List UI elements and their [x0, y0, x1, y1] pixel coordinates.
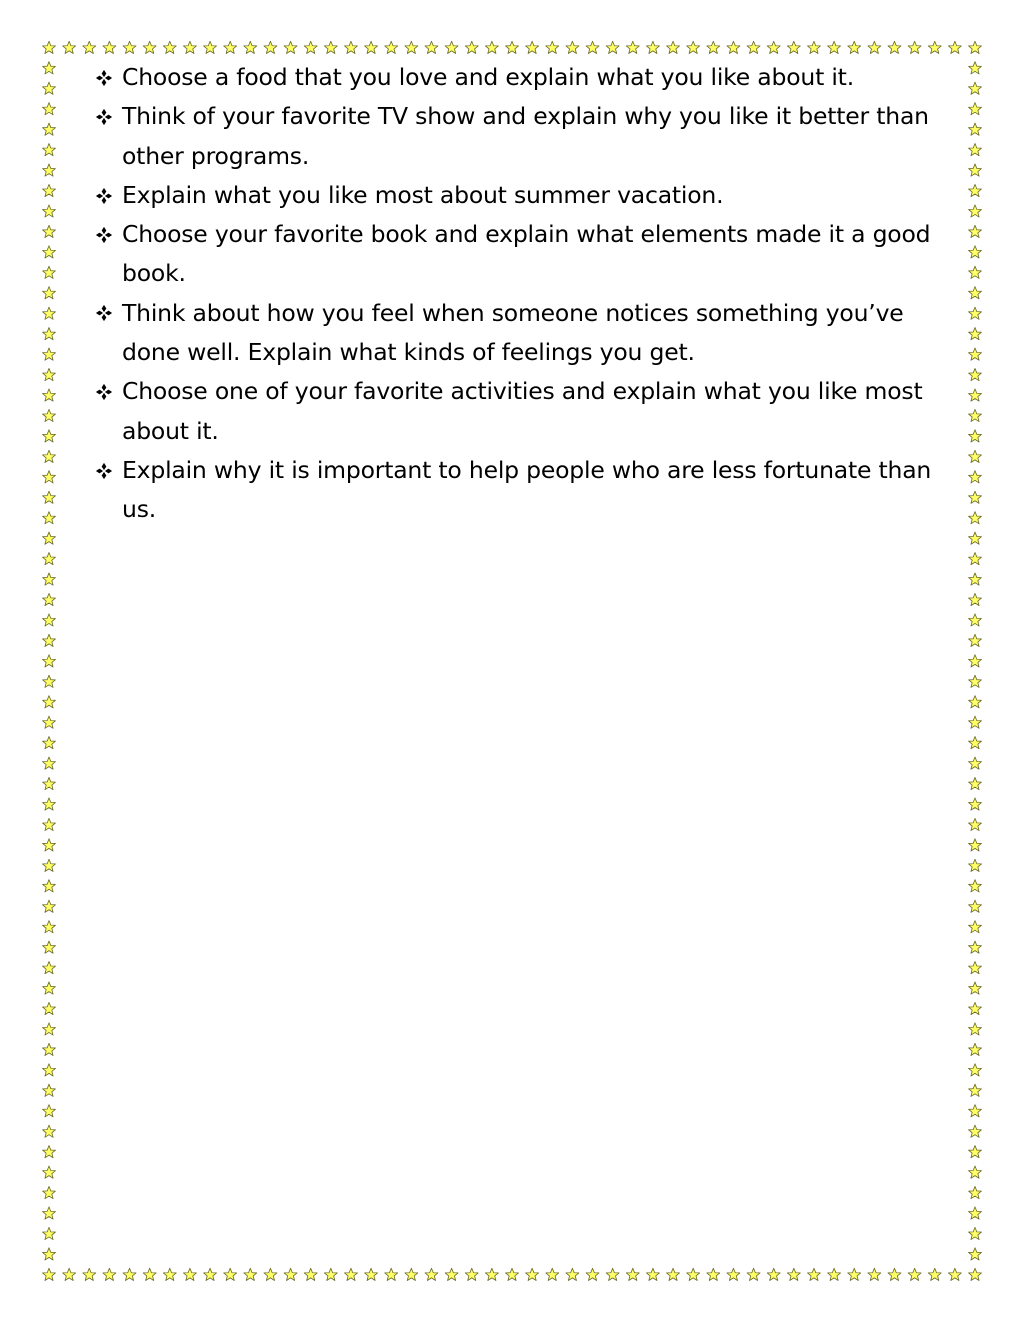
star-icon — [969, 348, 982, 360]
star-icon — [969, 368, 982, 380]
star-icon — [969, 634, 982, 646]
prompt-text: Explain why it is important to help people who are less fortunate than us. — [122, 455, 932, 524]
star-icon — [43, 144, 56, 156]
star-icon — [385, 1268, 398, 1280]
star-icon — [747, 41, 760, 53]
star-icon — [646, 41, 659, 53]
star-icon — [43, 593, 56, 605]
star-icon — [969, 1125, 982, 1137]
star-icon — [848, 1268, 861, 1280]
star-icon — [43, 1105, 56, 1117]
star-icon — [969, 307, 982, 319]
star-icon — [767, 41, 780, 53]
star-icon — [43, 1125, 56, 1137]
star-icon — [43, 839, 56, 851]
star-icon — [43, 532, 56, 544]
star-icon — [43, 450, 56, 462]
diamond-bullet-icon — [92, 294, 116, 333]
star-icon — [43, 962, 56, 974]
star-icon — [969, 1043, 982, 1055]
star-icon — [43, 1186, 56, 1198]
star-icon — [405, 41, 418, 53]
star-icon — [43, 614, 56, 626]
star-icon — [969, 696, 982, 708]
star-icon — [43, 123, 56, 135]
star-icon — [324, 1268, 337, 1280]
star-icon — [646, 1268, 659, 1280]
star-icon — [747, 1268, 760, 1280]
star-icon — [969, 1248, 982, 1260]
star-icon — [969, 573, 982, 585]
star-icon — [43, 798, 56, 810]
star-icon — [425, 41, 438, 53]
star-icon — [244, 41, 257, 53]
star-icon — [687, 1268, 700, 1280]
star-icon — [667, 1268, 680, 1280]
star-icon — [969, 900, 982, 912]
star-icon — [969, 246, 982, 258]
diamond-bullet-icon — [92, 451, 116, 490]
star-icon — [163, 1268, 176, 1280]
star-icon — [204, 41, 217, 53]
star-icon — [365, 1268, 378, 1280]
star-icon — [969, 123, 982, 135]
star-icon — [546, 41, 559, 53]
prompt-text: Think about how you feel when someone notices something you’ve done well. Explain what kinds of feelings you get. — [122, 298, 904, 367]
star-icon — [969, 1227, 982, 1239]
star-icon — [103, 41, 116, 53]
star-icon — [667, 41, 680, 53]
star-icon — [787, 41, 800, 53]
star-icon — [787, 1268, 800, 1280]
star-icon — [969, 430, 982, 442]
star-icon — [264, 1268, 277, 1280]
star-icon — [43, 471, 56, 483]
star-icon — [888, 1268, 901, 1280]
star-icon — [43, 184, 56, 196]
star-icon — [43, 62, 56, 74]
star-icon — [808, 1268, 821, 1280]
star-icon — [445, 41, 458, 53]
star-icon — [63, 1268, 76, 1280]
star-icon — [43, 1227, 56, 1239]
star-icon — [43, 512, 56, 524]
star-icon — [969, 62, 982, 74]
prompt-text: Choose a food that you love and explain what you like about it. — [122, 63, 854, 91]
star-icon — [969, 266, 982, 278]
star-icon — [606, 41, 619, 53]
star-icon — [224, 1268, 237, 1280]
star-icon — [43, 777, 56, 789]
star-icon — [828, 1268, 841, 1280]
star-icon — [485, 1268, 498, 1280]
star-icon — [969, 859, 982, 871]
star-icon — [969, 798, 982, 810]
list-item — [92, 451, 964, 530]
star-icon — [969, 593, 982, 605]
star-icon — [43, 696, 56, 708]
star-icon — [43, 348, 56, 360]
star-icon — [526, 41, 539, 53]
star-icon — [969, 532, 982, 544]
star-icon — [43, 982, 56, 994]
star-icon — [969, 287, 982, 299]
star-icon — [183, 1268, 196, 1280]
diamond-bullet-icon — [92, 97, 116, 136]
star-icon — [626, 1268, 639, 1280]
star-icon — [969, 144, 982, 156]
star-icon — [586, 1268, 599, 1280]
star-icon — [526, 1268, 539, 1280]
star-icon — [969, 1186, 982, 1198]
star-icon — [969, 103, 982, 115]
diamond-bullet-icon — [92, 176, 116, 215]
star-icon — [43, 1207, 56, 1219]
star-icon — [969, 225, 982, 237]
star-icon — [969, 1268, 982, 1280]
star-icon — [969, 614, 982, 626]
star-icon — [365, 41, 378, 53]
star-icon — [43, 716, 56, 728]
star-icon — [969, 777, 982, 789]
prompt-list — [92, 58, 964, 530]
star-icon — [43, 1248, 56, 1260]
star-icon — [969, 450, 982, 462]
star-icon — [43, 491, 56, 503]
star-icon — [43, 880, 56, 892]
star-icon — [868, 1268, 881, 1280]
star-icon — [566, 41, 579, 53]
star-icon — [969, 982, 982, 994]
star-icon — [969, 471, 982, 483]
star-icon — [43, 430, 56, 442]
star-icon — [264, 41, 277, 53]
star-icon — [43, 266, 56, 278]
star-icon — [969, 1105, 982, 1117]
star-icon — [969, 839, 982, 851]
prompt-text: Explain what you like most about summer vacation. — [122, 180, 724, 209]
diamond-bullet-icon — [92, 215, 116, 254]
star-icon — [506, 1268, 519, 1280]
star-icon — [43, 41, 56, 53]
star-icon — [888, 41, 901, 53]
star-icon — [908, 1268, 921, 1280]
diamond-bullet-icon — [92, 58, 116, 97]
star-icon — [43, 1166, 56, 1178]
star-icon — [123, 41, 136, 53]
star-icon — [324, 41, 337, 53]
star-icon — [244, 1268, 257, 1280]
star-icon — [143, 1268, 156, 1280]
star-icon — [345, 41, 358, 53]
star-icon — [43, 1146, 56, 1158]
star-icon — [969, 962, 982, 974]
star-icon — [123, 1268, 136, 1280]
star-icon — [969, 941, 982, 953]
star-icon — [969, 675, 982, 687]
star-icon — [969, 41, 982, 53]
star-icon — [727, 1268, 740, 1280]
star-icon — [969, 82, 982, 94]
diamond-bullet-icon — [92, 372, 116, 411]
star-icon — [43, 1084, 56, 1096]
star-icon — [304, 1268, 317, 1280]
star-icon — [43, 368, 56, 380]
star-icon — [969, 1166, 982, 1178]
star-icon — [626, 41, 639, 53]
star-icon — [43, 900, 56, 912]
star-icon — [848, 41, 861, 53]
star-icon — [969, 880, 982, 892]
prompt-text: Think of your favorite TV show and explain why you like it better than other programs. — [122, 102, 929, 170]
star-icon — [465, 41, 478, 53]
star-icon — [43, 225, 56, 237]
star-icon — [43, 675, 56, 687]
star-icon — [43, 328, 56, 340]
star-icon — [43, 1002, 56, 1014]
star-icon — [969, 409, 982, 421]
star-icon — [43, 737, 56, 749]
star-icon — [183, 41, 196, 53]
star-icon — [345, 1268, 358, 1280]
star-icon — [43, 409, 56, 421]
star-icon — [103, 1268, 116, 1280]
star-icon — [948, 1268, 961, 1280]
star-icon — [969, 818, 982, 830]
star-icon — [405, 1268, 418, 1280]
star-icon — [908, 41, 921, 53]
star-icon — [948, 41, 961, 53]
star-icon — [969, 1084, 982, 1096]
star-icon — [143, 41, 156, 53]
star-icon — [43, 573, 56, 585]
star-icon — [606, 1268, 619, 1280]
star-icon — [687, 41, 700, 53]
star-icon — [43, 205, 56, 217]
star-icon — [969, 553, 982, 565]
star-icon — [727, 41, 740, 53]
star-icon — [43, 553, 56, 565]
star-icon — [969, 1023, 982, 1035]
star-icon — [43, 1023, 56, 1035]
star-icon — [928, 1268, 941, 1280]
prompt-text: Choose one of your favorite activities and explain what you like most about it. — [122, 377, 923, 445]
star-icon — [586, 41, 599, 53]
star-icon — [43, 941, 56, 953]
star-icon — [385, 41, 398, 53]
star-icon — [546, 1268, 559, 1280]
star-icon — [969, 716, 982, 728]
star-icon — [828, 41, 841, 53]
list-item — [92, 215, 964, 294]
star-icon — [969, 1207, 982, 1219]
star-icon — [43, 655, 56, 667]
star-icon — [969, 1002, 982, 1014]
list-item — [92, 58, 964, 97]
star-icon — [43, 103, 56, 115]
star-icon — [707, 41, 720, 53]
star-icon — [969, 921, 982, 933]
star-icon — [969, 205, 982, 217]
star-icon — [43, 389, 56, 401]
star-icon — [204, 1268, 217, 1280]
star-icon — [485, 41, 498, 53]
star-icon — [969, 164, 982, 176]
star-icon — [43, 82, 56, 94]
star-icon — [969, 655, 982, 667]
list-item — [92, 176, 964, 215]
star-icon — [767, 1268, 780, 1280]
star-icon — [969, 1146, 982, 1158]
star-icon — [43, 921, 56, 933]
star-icon — [43, 634, 56, 646]
list-item — [92, 97, 964, 176]
star-icon — [43, 1268, 56, 1280]
star-icon — [224, 41, 237, 53]
star-icon — [425, 1268, 438, 1280]
star-icon — [969, 328, 982, 340]
star-icon — [969, 389, 982, 401]
star-icon — [63, 41, 76, 53]
star-icon — [163, 41, 176, 53]
star-icon — [43, 287, 56, 299]
list-item — [92, 294, 964, 373]
star-icon — [465, 1268, 478, 1280]
star-icon — [969, 491, 982, 503]
star-icon — [506, 41, 519, 53]
star-icon — [969, 737, 982, 749]
star-icon — [43, 164, 56, 176]
star-icon — [43, 818, 56, 830]
star-icon — [43, 307, 56, 319]
star-icon — [284, 41, 297, 53]
star-icon — [43, 757, 56, 769]
star-icon — [284, 1268, 297, 1280]
star-icon — [304, 41, 317, 53]
star-icon — [43, 859, 56, 871]
list-item — [92, 372, 964, 451]
star-icon — [43, 1043, 56, 1055]
prompt-text: Choose your favorite book and explain what elements made it a good book. — [122, 220, 931, 288]
star-icon — [928, 41, 941, 53]
star-icon — [43, 246, 56, 258]
star-icon — [969, 757, 982, 769]
star-icon — [83, 1268, 96, 1280]
star-icon — [969, 512, 982, 524]
star-icon — [868, 41, 881, 53]
star-icon — [83, 41, 96, 53]
star-icon — [808, 41, 821, 53]
star-icon — [969, 1064, 982, 1076]
star-icon — [707, 1268, 720, 1280]
star-icon — [445, 1268, 458, 1280]
star-icon — [566, 1268, 579, 1280]
star-icon — [969, 184, 982, 196]
star-icon — [43, 1064, 56, 1076]
